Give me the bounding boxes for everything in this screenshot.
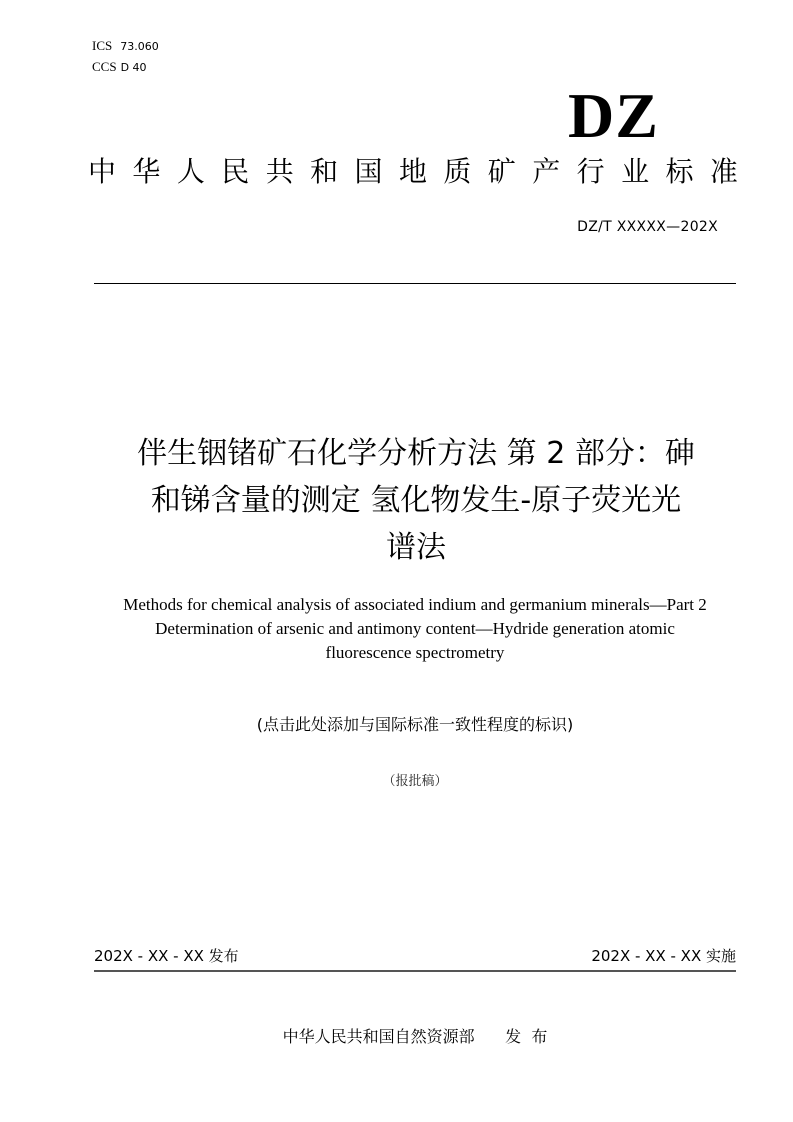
category-char: 和 <box>310 155 339 188</box>
issuer: 中华人民共和国自然资源部 发 布 <box>282 1027 548 1046</box>
category-char: 中 <box>88 155 117 188</box>
standard-number: DZ/T XXXXX—202X <box>577 219 718 235</box>
ccs-label: CCS <box>92 59 117 74</box>
ics-label: ICS <box>92 38 113 53</box>
chinese-title-line: 伴生铟锗矿石化学分析方法 第 2 部分：砷 <box>137 436 695 471</box>
category-char: 国 <box>354 155 383 188</box>
category-char: 标 <box>665 155 694 188</box>
category-char: 华 <box>132 155 161 188</box>
category-char: 产 <box>532 155 561 188</box>
category-char: 人 <box>176 155 205 188</box>
category-char: 地 <box>398 155 427 188</box>
chinese-title-line: 和锑含量的测定 氢化物发生-原子荧光光 <box>150 483 682 518</box>
header-divider <box>94 283 736 284</box>
category-char: 民 <box>221 155 250 188</box>
english-title-line: fluorescence spectrometry <box>325 643 505 662</box>
category-char: 准 <box>709 155 738 188</box>
category-char: 共 <box>265 155 294 188</box>
ccs-value: D 40 <box>120 61 147 74</box>
chinese-title <box>88 430 744 571</box>
date-row <box>94 945 736 967</box>
ccs-code <box>92 60 147 75</box>
consistency-placeholder[interactable]: (点击此处添加与国际标准一致性程度的标识) <box>256 715 574 734</box>
draft-status: （报批稿） <box>382 774 448 789</box>
category-char: 业 <box>621 155 650 188</box>
english-title-line: Methods for chemical analysis of associated indium and germanium minerals—Part 2 <box>123 595 707 614</box>
category-char: 行 <box>576 155 605 188</box>
publish-date: 202X - XX - XX 发布 <box>94 947 239 965</box>
footer-divider <box>94 970 736 972</box>
dz-logo: DZ <box>568 80 659 151</box>
category-char: 质 <box>443 155 472 188</box>
ics-value: 73.060 <box>120 40 159 53</box>
ics-code <box>92 39 159 54</box>
english-title-line: Determination of arsenic and antimony content—Hydride generation atomic <box>155 619 675 638</box>
category-char: 矿 <box>487 155 516 188</box>
standard-category-title <box>88 152 738 192</box>
chinese-title-line: 谱法 <box>386 530 446 565</box>
english-title <box>80 593 750 665</box>
implement-date: 202X - XX - XX 实施 <box>591 947 736 965</box>
